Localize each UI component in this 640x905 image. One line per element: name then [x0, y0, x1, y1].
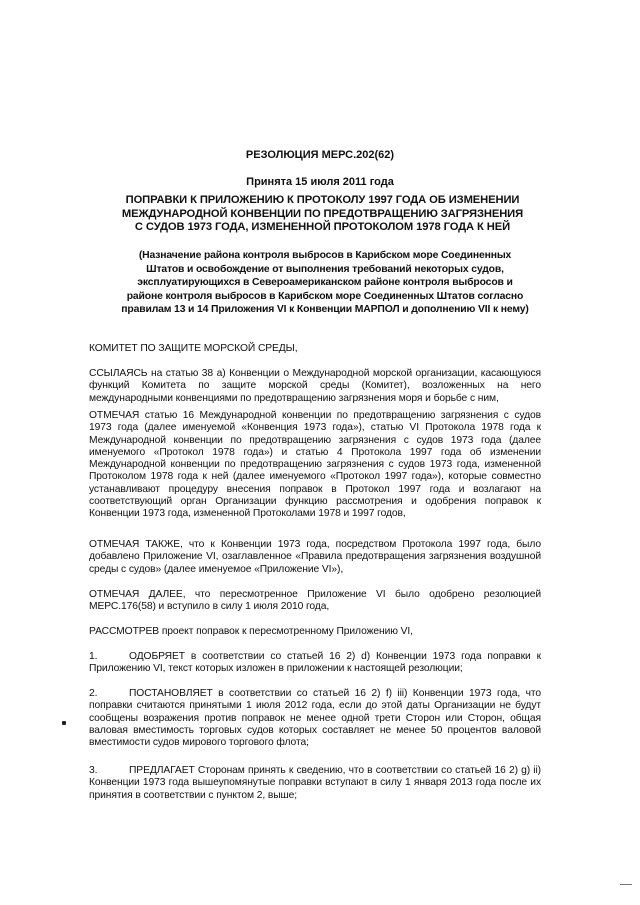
recalling-paragraph: ССЫЛАЯСЬ на статью 38 а) Конвенции о Международной морской организации, касающуюся функций Комитета по защите морской среды (Комитет), возложенных на него международными конвенциями по предотвращению загрязнения моря и борьбе с ним,: [89, 368, 541, 404]
having-considered-paragraph: РАССМОТРЕВ проект поправок к пересмотренному Приложению VI,: [89, 626, 413, 637]
resolution-title: РЕЗОЛЮЦИЯ МЕРС.202(62): [245, 149, 395, 161]
operative-paragraph-1: [89, 651, 541, 676]
subtitle-line: районе контроля выбросов в Карибском море Соединенных Штатов согласно: [126, 290, 524, 302]
margin-dot: [62, 721, 66, 725]
title-line: ПОПРАВКИ К ПРИЛОЖЕНИЮ К ПРОТОКОЛУ 1997 ГОДА ОБ ИЗМЕНЕНИИ: [125, 194, 520, 206]
document-subtitle: [95, 249, 555, 317]
paragraph-text: ОДОБРЯЕТ в соответствии со статьей 16 2) d) Конвенции 1973 года поправки к Приложению VI, текст которых изложен в приложении к настоящей резолюции;: [89, 651, 541, 675]
paragraph-number: 1.: [89, 651, 98, 662]
adoption-date: Принята 15 июля 2011 года: [246, 176, 394, 188]
committee-heading: КОМИТЕТ ПО ЗАЩИТЕ МОРСКОЙ СРЕДЫ,: [89, 343, 298, 354]
subtitle-line: (Назначение района контроля выбросов в Карибском море Соединенных: [138, 250, 512, 261]
title-line: С СУДОВ 1973 ГОДА, ИЗМЕНЕННОЙ ПРОТОКОЛОМ 1978 ГОДА К НЕЙ: [134, 221, 511, 233]
title-line: МЕЖДУНАРОДНОЙ КОНВЕНЦИИ ПО ПРЕДОТВРАЩЕНИЮ ЗАГРЯЗНЕНИЯ: [121, 207, 524, 220]
paragraph-number: 3.: [89, 765, 98, 776]
noting-also-paragraph: ОТМЕЧАЯ ТАКЖЕ, что к Конвенции 1973 года, посредством Протокола 1997 года, было добавлено Приложение VI, озаглавленное «Правила предотвращения загрязнения воздушной среды с судов» (далее именуемое «Приложение VI»),: [89, 539, 541, 575]
subtitle-line: правилам 13 и 14 Приложения VI к Конвенции МАРПОЛ и дополнению VII к нему): [121, 304, 529, 316]
operative-paragraph-3: [89, 765, 541, 802]
noting-paragraph: ОТМЕЧАЯ статью 16 Международной конвенции по предотвращению загрязнения с судов 1973 года (далее именуемой «Конвенция 1973 года»), статью VI Протокола 1978 года к Международной конвенции по предотвращению загрязнения с судов 1973 года (далее именуемого «Протокол 1978 года») и статью 4 Протокола 1997 года об изменении Международной конвенции по предотвращению загрязнения с судов 1973 года, измененной Протоколом 1978 года к ней (далее именуемого «Протокол 1997 года»), которые совместно устанавливают процедуру внесения поправок в Протокол 1997 года и возлагают на соответствующий орган Организации функцию рассмотрения и одобрения поправок к Конвенции 1973 года, измененной Протоколами 1978 и 1997 годов,: [89, 410, 541, 520]
operative-paragraph-2: [89, 688, 541, 749]
noting-further-paragraph: ОТМЕЧАЯ ДАЛЕЕ, что пересмотренное Приложение VI было одобрено резолюцией МЕРС.176(58) и вступило в силу 1 июля 2010 года,: [89, 589, 541, 613]
paragraph-text: ПОСТАНОВЛЯЕТ в соответствии со статьей 16 2) f) iii) Конвенции 1973 года, что поправки считаются принятыми 1 июля 2012 года, если до этой даты Организации не будут сообщены возражения против поправок не менее одной трети Сторон или Сторон, общая валовая вместимость торговых судов которых составляет не менее 50 процентов валовой вместимости судов мирового торгового флота;: [89, 688, 541, 749]
corner-mark: [620, 884, 632, 885]
paragraph-text: ПРЕДЛАГАЕТ Сторонам принять к сведению, что в соответствии со статьей 16 2) g) ii) Конвенции 1973 года вышеупомянутые поправки вступают в силу 1 января 2013 года после их принятия в соответствии с пунктом 2, выше;: [89, 765, 541, 801]
subtitle-line: эксплуатирующихся в Североамериканском районе контроля выбросов и: [137, 277, 513, 289]
paragraph-number: 2.: [89, 688, 98, 699]
document-title: [95, 194, 550, 235]
subtitle-line: Штатов и освобождение от выполнения требований некоторых судов,: [146, 263, 504, 275]
